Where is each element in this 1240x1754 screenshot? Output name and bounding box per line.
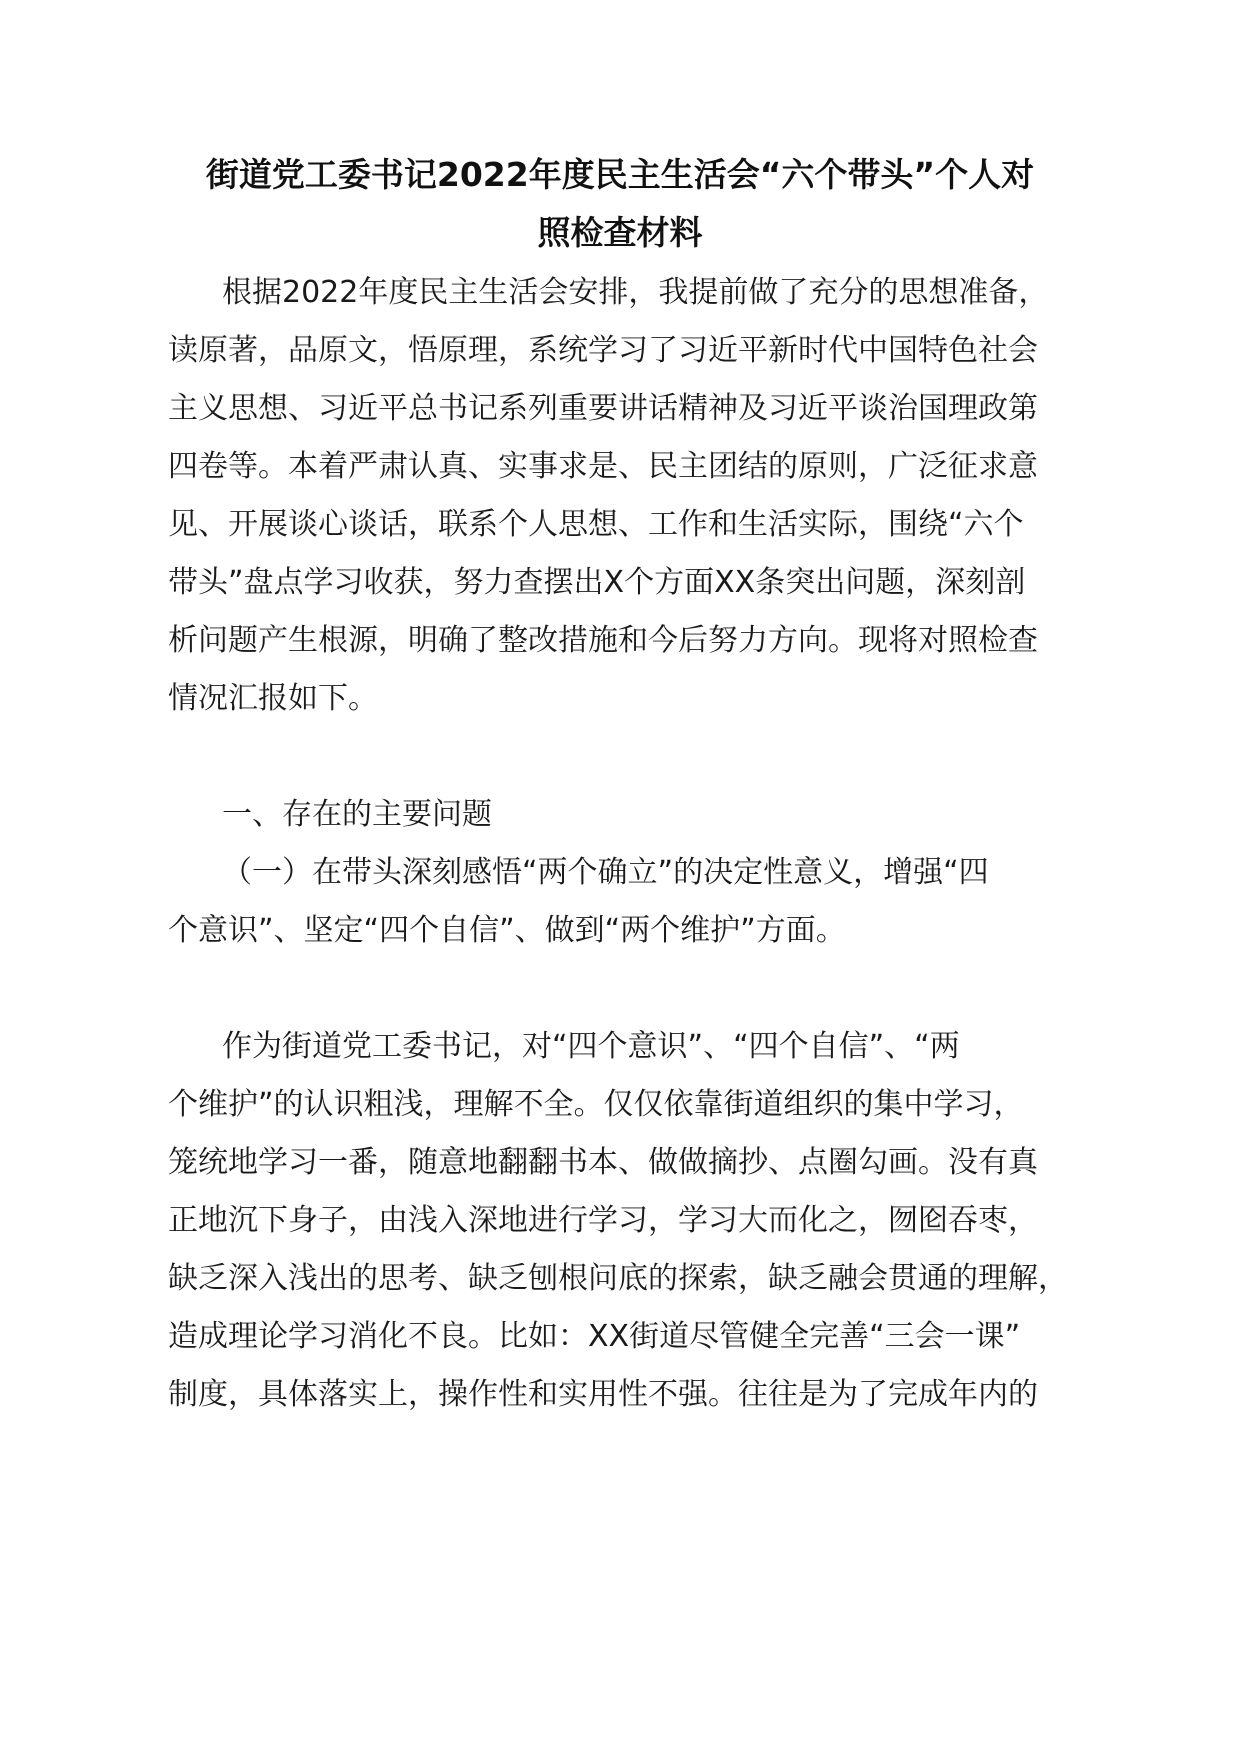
body-line: 缺乏深入浅出的思考、缺乏刨根问底的探索，缺乏融会贯通的理解， [168, 1261, 1068, 1296]
intro-line: 见、开展谈心谈话，联系个人思想、工作和生活实际，围绕“六个 [168, 507, 1024, 542]
body-line: 正地沉下身子，由浅入深地进行学习，学习大而化之，囫囵吞枣， [168, 1203, 1038, 1238]
intro-line: 带头”盘点学习收获，努力查摆出X个方面XX条突出问题，深刻剖 [168, 565, 1026, 600]
document-title-line-2: 照检查材料 [537, 213, 703, 252]
subsection-heading-line: （一）在带头深刻感悟“两个确立”的决定性意义，增强“四 [222, 855, 989, 890]
intro-line: 主义思想、习近平总书记系列重要讲话精神及习近平谈治国理政第 [168, 391, 1038, 426]
intro-line: 析问题产生根源，明确了整改措施和今后努力方向。现将对照检查 [168, 623, 1038, 658]
body-line: 个维护”的认识粗浅，理解不全。仅仅依靠街道组织的集中学习， [168, 1087, 1024, 1122]
document-title-line-1: 街道党工委书记2022年度民主生活会“六个带头”个人对 [205, 155, 1035, 194]
section-heading: 一、存在的主要问题 [222, 797, 492, 832]
intro-line: 读原著，品原文，悟原理，系统学习了习近平新时代中国特色社会 [168, 333, 1038, 368]
body-line: 作为街道党工委书记，对“四个意识”、“四个自信”、“两 [222, 1029, 960, 1064]
body-line: 造成理论学习消化不良。比如：XX街道尽管健全完善“三会一课” [168, 1319, 1021, 1354]
body-line: 笼统地学习一番，随意地翻翻书本、做做摘抄、点圈勾画。没有真 [168, 1145, 1038, 1180]
intro-line: 根据2022年度民主生活会安排，我提前做了充分的思想准备， [222, 275, 1049, 310]
intro-line: 四卷等。本着严肃认真、实事求是、民主团结的原则，广泛征求意 [168, 449, 1038, 484]
body-line: 制度，具体落实上，操作性和实用性不强。往往是为了完成年内的 [168, 1377, 1038, 1412]
subsection-heading-line: 个意识”、坚定“四个自信”、做到“两个维护”方面。 [168, 913, 846, 948]
intro-line: 情况汇报如下。 [168, 681, 378, 716]
